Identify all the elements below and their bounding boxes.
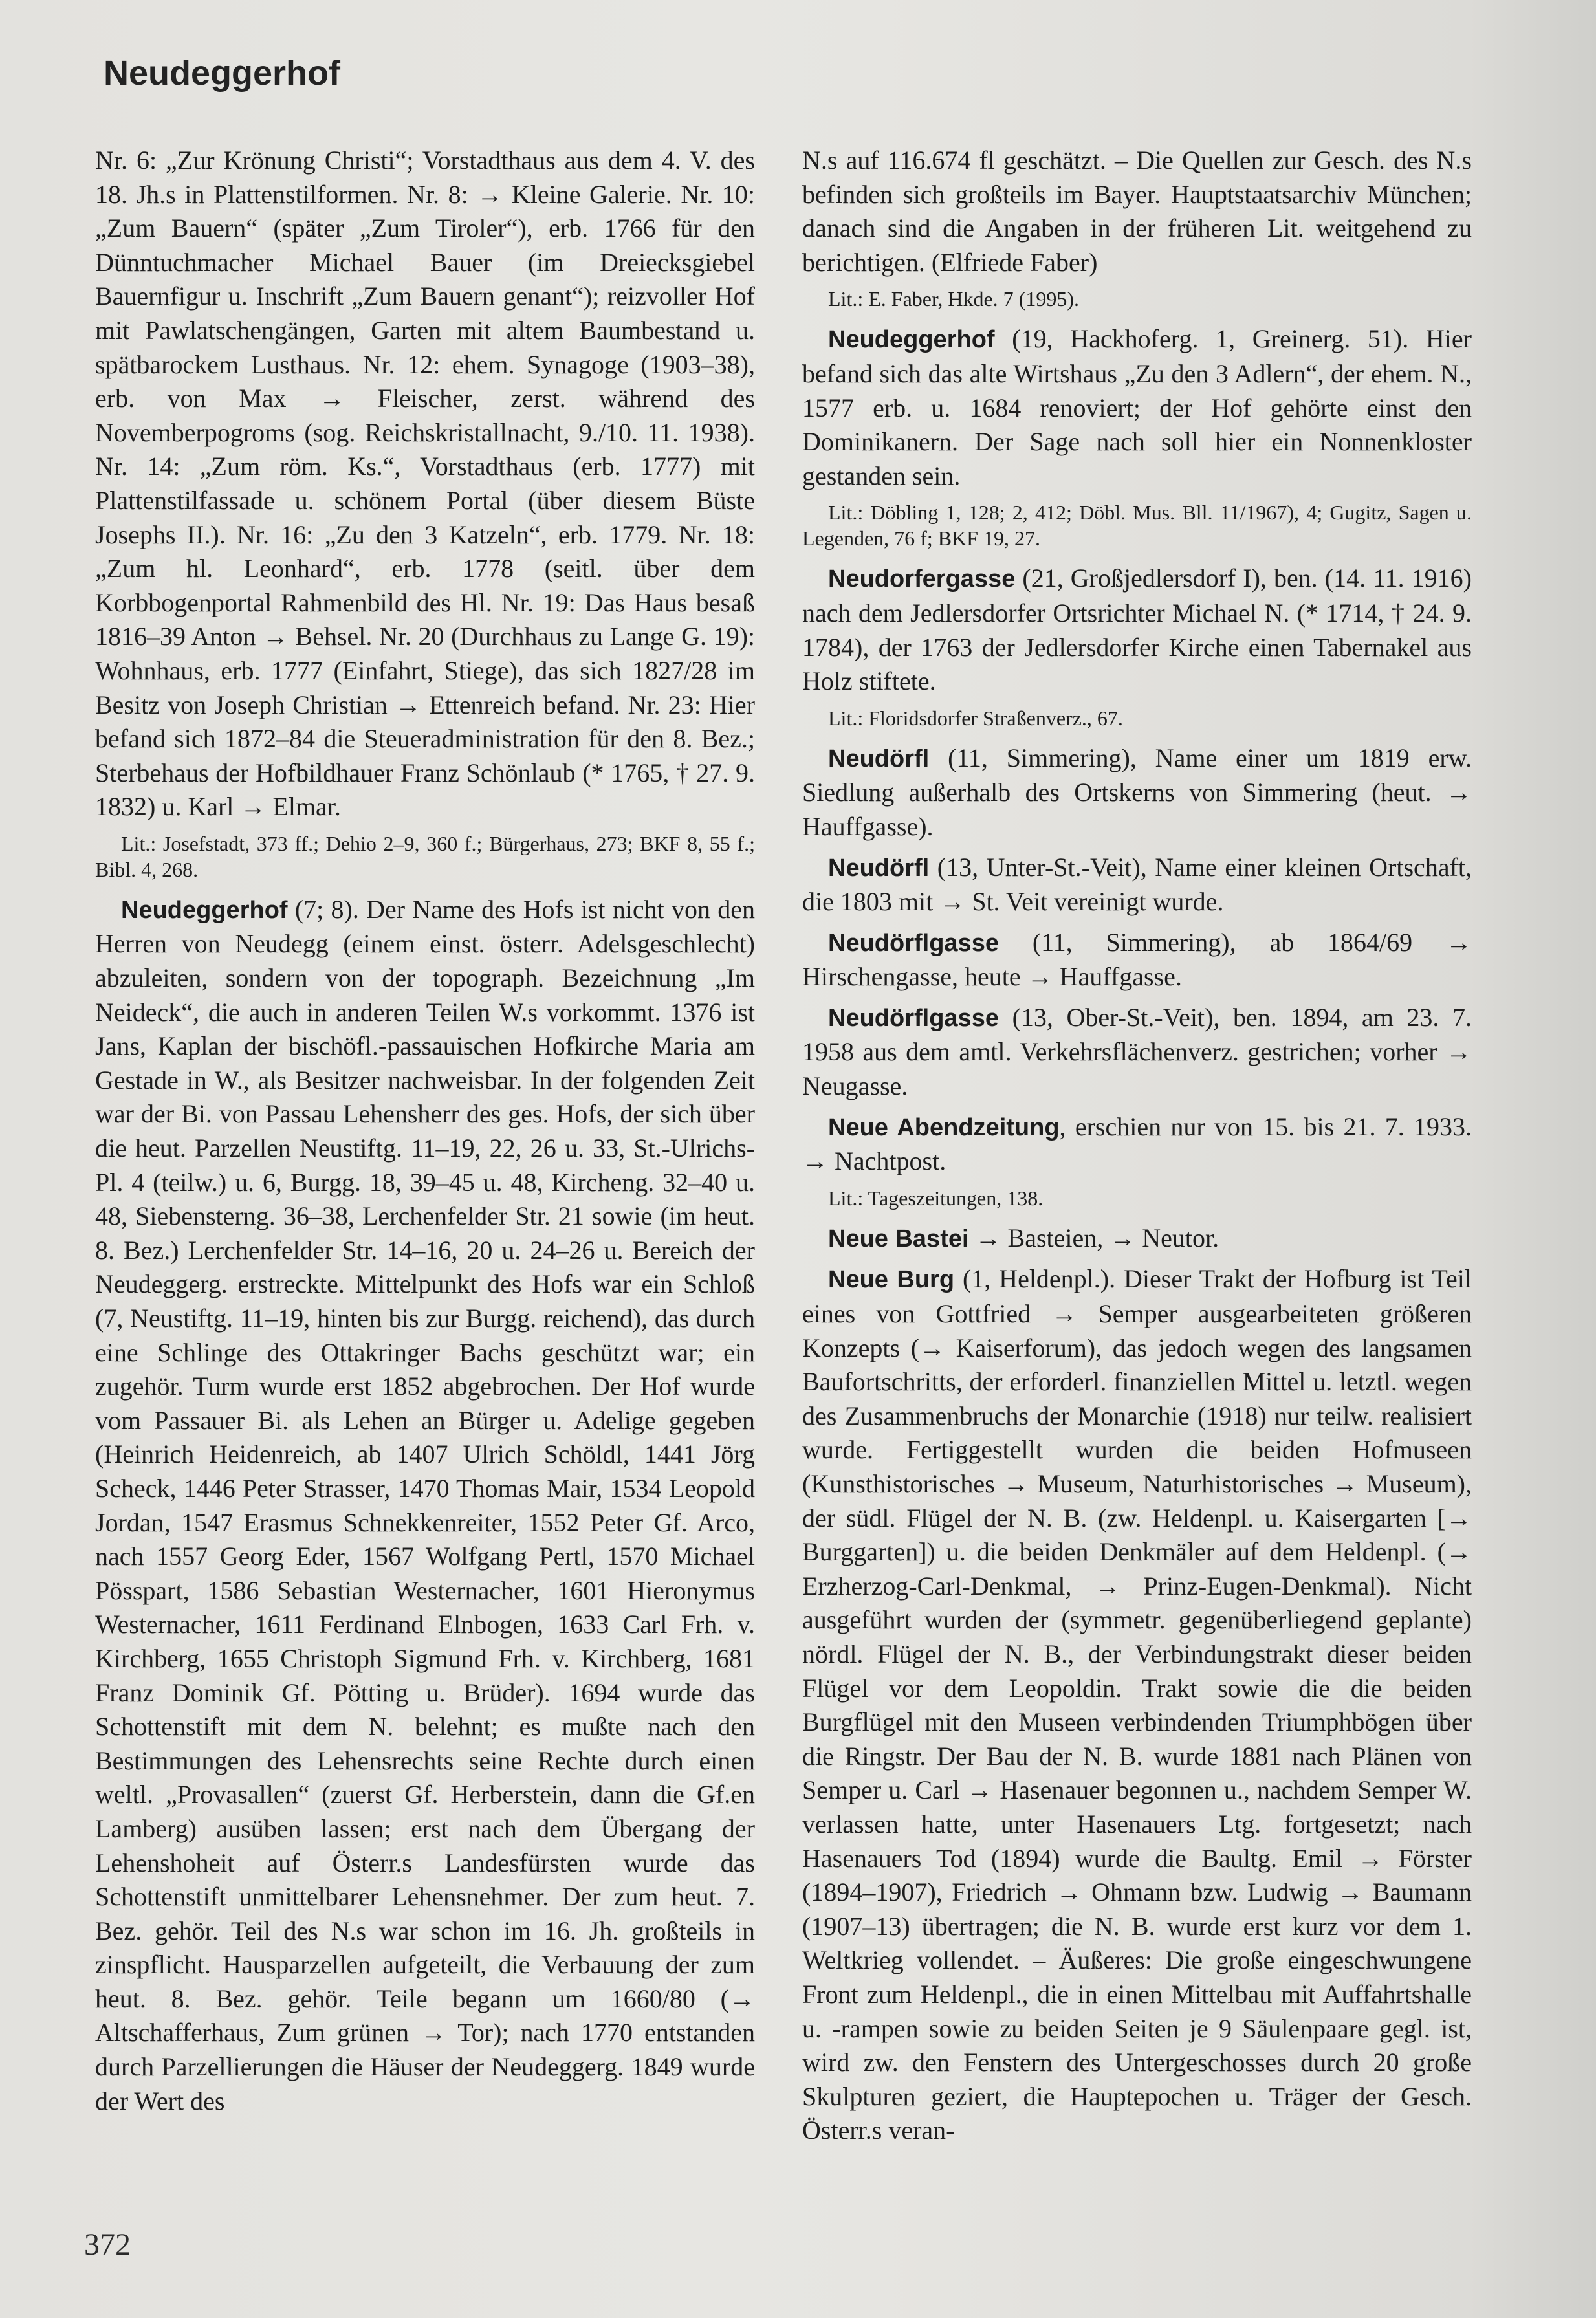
lexicon-entry [802, 851, 1472, 919]
entry-text: (13, Unter-St.-Veit), Name einer kleinen Ortschaft, die 1803 mit → St. Veit vereinigt wurde. [802, 852, 1472, 917]
entry-text: (1, Heldenpl.). Dieser Trakt der Hofburg ist Teil eines von Gottfried → Semper ausgearbeiteten größeren Konzepts (→ Kaiserforum), das jedoch wegen des langsamen Baufortschritts, der erforderl. finanziellen Mittel u. letztl. wegen des Zusammenbruchs der Monarchie (1918) nur teilw. realisiert wurde. Fertiggestellt wurden die beiden Hofmuseen (Kunsthistorisches → Museum, Naturhistorisches → Museum), der südl. Flügel der N. B. (zw. Heldenpl. u. Kaisergarten [→ Burggarten]) u. die beiden Denkmäler auf dem Heldenpl. (→ Erzherzog-Carl-Denkmal, → Prinz-Eugen-Denkmal). Nicht ausgeführt wurden der (symmetr. gegenüberliegend geplante) nördl. Flügel der N. B., der Verbindungstrakt dieser beiden Flügel vor dem Leopoldin. Trakt sowie die die beiden Burgflügel mit den Museen verbindenden Triumphbögen über die Ringstr. Der Bau der N. B. wurde 1881 nach Plänen von Semper u. Carl → Hasenauer begonnen u., nachdem Semper W. verlassen hatte, unter Hasenauers Ltg. fortgesetzt; nach Hasenauers Tod (1894) wurde die Baultg. Emil → Förster (1894–1907), Friedrich → Ohmann bzw. Ludwig → Baumann (1907–13) übertragen; die N. B. wurde erst kurz vor dem 1. Weltkrieg vollendet. – Äußeres: Die große eingeschwungene Front zum Heldenpl., die in einen Mittelbau mit Auffahrtshalle u. -rampen sowie zu beiden Seiten je 9 Säulenpaare gegl. ist, wird zw. den Fenstern des Untergeschosses durch 20 große Skulpturen geziert, die Hauptepochen u. Träger der Gesch. Österr.s veran- [802, 1264, 1472, 2145]
entry-headword: Neudörflgasse [828, 929, 999, 957]
entry-headword: Neudörfl [828, 745, 930, 772]
literature-reference: Lit.: Tageszeitungen, 138. [828, 1186, 1044, 1210]
lexicon-entry [802, 1001, 1472, 1104]
lexicon-entry [95, 893, 755, 2118]
lexicon-entry [802, 1110, 1472, 1179]
continued-text: N.s auf 116.674 fl geschätzt. – Die Quellen zur Gesch. des N.s befinden sich großteils im Bayer. Hauptstaatsarchiv München; danach sind die Angaben in der früheren Lit. weitgehend zu berichtigen. (Elfriede Faber) [802, 146, 1472, 277]
lexicon-entry [802, 741, 1472, 844]
literature-reference: Lit.: E. Faber, Hkde. 7 (1995). [828, 287, 1079, 311]
lexicon-entry [802, 322, 1472, 493]
literature-reference: Lit.: Floridsdorfer Straßenverz., 67. [828, 706, 1123, 730]
entry-text: (21, Großjedlersdorf I), ben. (14. 11. 1916) nach dem Jedlersdorfer Ortsrichter Michael N. (* 1714, † 24. 9. 1784), der 1763 der Jedlersdorfer Kirche einen Tabernakel aus Holz stiftete. [802, 563, 1472, 696]
continued-text: Nr. 6: „Zur Krönung Christi“; Vorstadthaus aus dem 4. V. des 18. Jh.s in Plattenstilformen. Nr. 8: → Kleine Galerie. Nr. 10: „Zum Bauern“ (später „Zum Tiroler“), erb. 1766 für den Dünntuchmacher Michael Bauer (im Dreiecksgiebel Bauernfigur u. Inschrift „Zum Bauern genant“); reizvoller Hof mit Pawlatschengängen, Garten mit altem Baumbestand u. spätbarockem Lusthaus. Nr. 12: ehem. Synagoge (1903–38), erb. von Max → Fleischer, zerst. während des Novemberpogroms (sog. Reichskristallnacht, 9./10. 11. 1938). Nr. 14: „Zum röm. Ks.“, Vorstadthaus (erb. 1777) mit Plattenstilfassade u. schönem Portal (über diesem Büste Josephs II.). Nr. 16: „Zu den 3 Katzeln“, erb. 1779. Nr. 18: „Zum hl. Leonhard“, erb. 1778 (seitl. über dem Korbbogenportal Rahmenbild des Hl. Nr. 19: Das Haus besaß 1816–39 Anton → Behsel. Nr. 20 (Durchhaus zu Lange G. 19): Wohnhaus, erb. 1777 (Einfahrt, Stiege), das sich 1827/28 im Besitz von Joseph Christian → Ettenreich befand. Nr. 23: Hier befand sich 1872–84 die Steueradministration für den 8. Bez.; Sterbehaus der Hofbildhauer Franz Schönlaub (* 1765, † 27. 9. 1832) u. Karl → Elmar. [95, 146, 755, 822]
entry-text: → Basteien, → Neutor. [968, 1223, 1219, 1252]
lexicon-entry [802, 562, 1472, 698]
page-number: 372 [84, 2227, 131, 2262]
entry-text: (19, Hackhoferg. 1, Greinerg. 51). Hier befand sich das alte Wirtshaus „Zu den 3 Adlern“, der ehem. N., 1577 erb. u. 1684 renoviert; der Hof gehörte einst den Dominikanern. Der Sage nach soll hier ein Nonnenkloster gestanden sein. [802, 324, 1472, 490]
entry-headword: Neudörflgasse [828, 1004, 999, 1032]
entry-text: , erschien nur von 15. bis 21. 7. 1933. → Nachtpost. [802, 1111, 1472, 1176]
entry-text: (11, Simmering), Name einer um 1819 erw. Siedlung außerhalb des Ortskerns von Simmering (heut. → Hauffgasse). [802, 743, 1472, 841]
running-head: Neudeggerhof [104, 54, 341, 93]
entry-headword: Neue Abendzeitung [828, 1113, 1060, 1141]
entry-headword: Neudorfergasse [828, 565, 1016, 593]
entry-headword: Neue Bastei [828, 1225, 969, 1252]
right-column [802, 144, 1472, 2154]
literature-reference: Lit.: Josefstadt, 373 ff.; Dehio 2–9, 360 f.; Bürgerhaus, 273; BKF 8, 55 f.; Bibl. 4, 268. [95, 831, 755, 881]
entry-headword: Neudörfl [828, 854, 930, 882]
entry-text: (11, Simmering), ab 1864/69 → Hirschengasse, heute → Hauffgasse. [802, 927, 1472, 992]
entry-headword: Neudeggerhof [121, 896, 288, 924]
lexicon-entry [802, 1221, 1472, 1256]
entry-headword: Neue Burg [828, 1266, 955, 1294]
entry-text: (7; 8). Der Name des Hofs ist nicht von den Herren von Neudegg (einem einst. österr. Adelsgeschlecht) abzuleiten, sondern von der topograph. Bezeichnung „Im Neideck“, die auch in anderen Teilen W.s vorkommt. 1376 ist Jans, Kaplan der bischöfl.-passauischen Hofkirche Maria am Gestade in W., als Besitzer nachweisbar. In der folgenden Zeit war der Bi. von Passau Lehensherr des ges. Hofs, der sich über die heut. Parzellen Neustiftg. 11–19, 22, 26 u. 33, St.-Ulrichs-Pl. 4 (teilw.) u. 6, Burgg. 18, 39–45 u. 48, Kircheng. 32–40 u. 48, Siebensterng. 36–38, Lerchenfelder Str. 21 sowie (im heut. 8. Bez.) Lerchenfelder Str. 14–16, 20 u. 24–26 u. Bereich der Neudeggerg. erstreckte. Mittelpunkt des Hofs war ein Schloß (7, Neustiftg. 11–19, hinten bis zur Burgg. reichend), das durch eine Schlinge des Ottakringer Bachs geschützt war; ein zugehör. Turm wurde erst 1852 abgebrochen. Der Hof wurde vom Passauer Bi. als Lehen an Bürger u. Adelige gegeben (Heinrich Heidenreich, ab 1407 Ulrich Schöldl, 1441 Jörg Scheck, 1446 Peter Strasser, 1470 Thomas Mair, 1534 Leopold Jordan, 1547 Erasmus Schnekkenreiter, 1552 Peter Gf. Arco, nach 1557 Georg Eder, 1567 Wolfgang Pertl, 1570 Michael Pösspart, 1586 Sebastian Westernacher, 1601 Hieronymus Westernacher, 1611 Ferdinand Elnbogen, 1633 Carl Frh. v. Kirchberg, 1655 Christoph Sigmund Frh. v. Kirchberg, 1681 Franz Dominik Gf. Pötting u. Brüder). 1694 wurde das Schottenstift mit dem N. belehnt; es mußte nach den Bestimmungen des Lehensrechts seine Rechte durch einen weltl. „Provasallen“ (zuerst Gf. Herberstein, dann die Gf.en Lamberg) ausüben lassen; erst nach dem Übergang der Lehenshoheit auf Österr.s Landesfürsten wurde das Schottenstift unmittelbarer Lehensnehmer. Der zum heut. 7. Bez. gehör. Teil des N.s war schon im 16. Jh. großteils in zinspflicht. Hausparzellen aufgeteilt, die Verbauung der zum heut. 8. Bez. gehör. Teile begann um 1660/80 (→ Altschafferhaus, Zum grünen → Tor); nach 1770 entstanden durch Parzellierungen die Häuser der Neudeggerg. 1849 wurde der Wert des [95, 894, 755, 2116]
left-column [95, 144, 755, 2125]
literature-reference: Lit.: Döbling 1, 128; 2, 412; Döbl. Mus. Bll. 11/1967), 4; Gugitz, Sagen u. Legenden, 76 f; BKF 19, 27. [802, 501, 1472, 551]
lexicon-entry [802, 926, 1472, 994]
lexicon-entry [802, 1262, 1472, 2147]
entry-headword: Neudeggerhof [828, 326, 995, 354]
entry-text: (13, Ober-St.-Veit), ben. 1894, am 23. 7. 1958 aus dem amtl. Verkehrsflächenverz. gestrichen; vorher → Neugasse. [802, 1002, 1472, 1101]
